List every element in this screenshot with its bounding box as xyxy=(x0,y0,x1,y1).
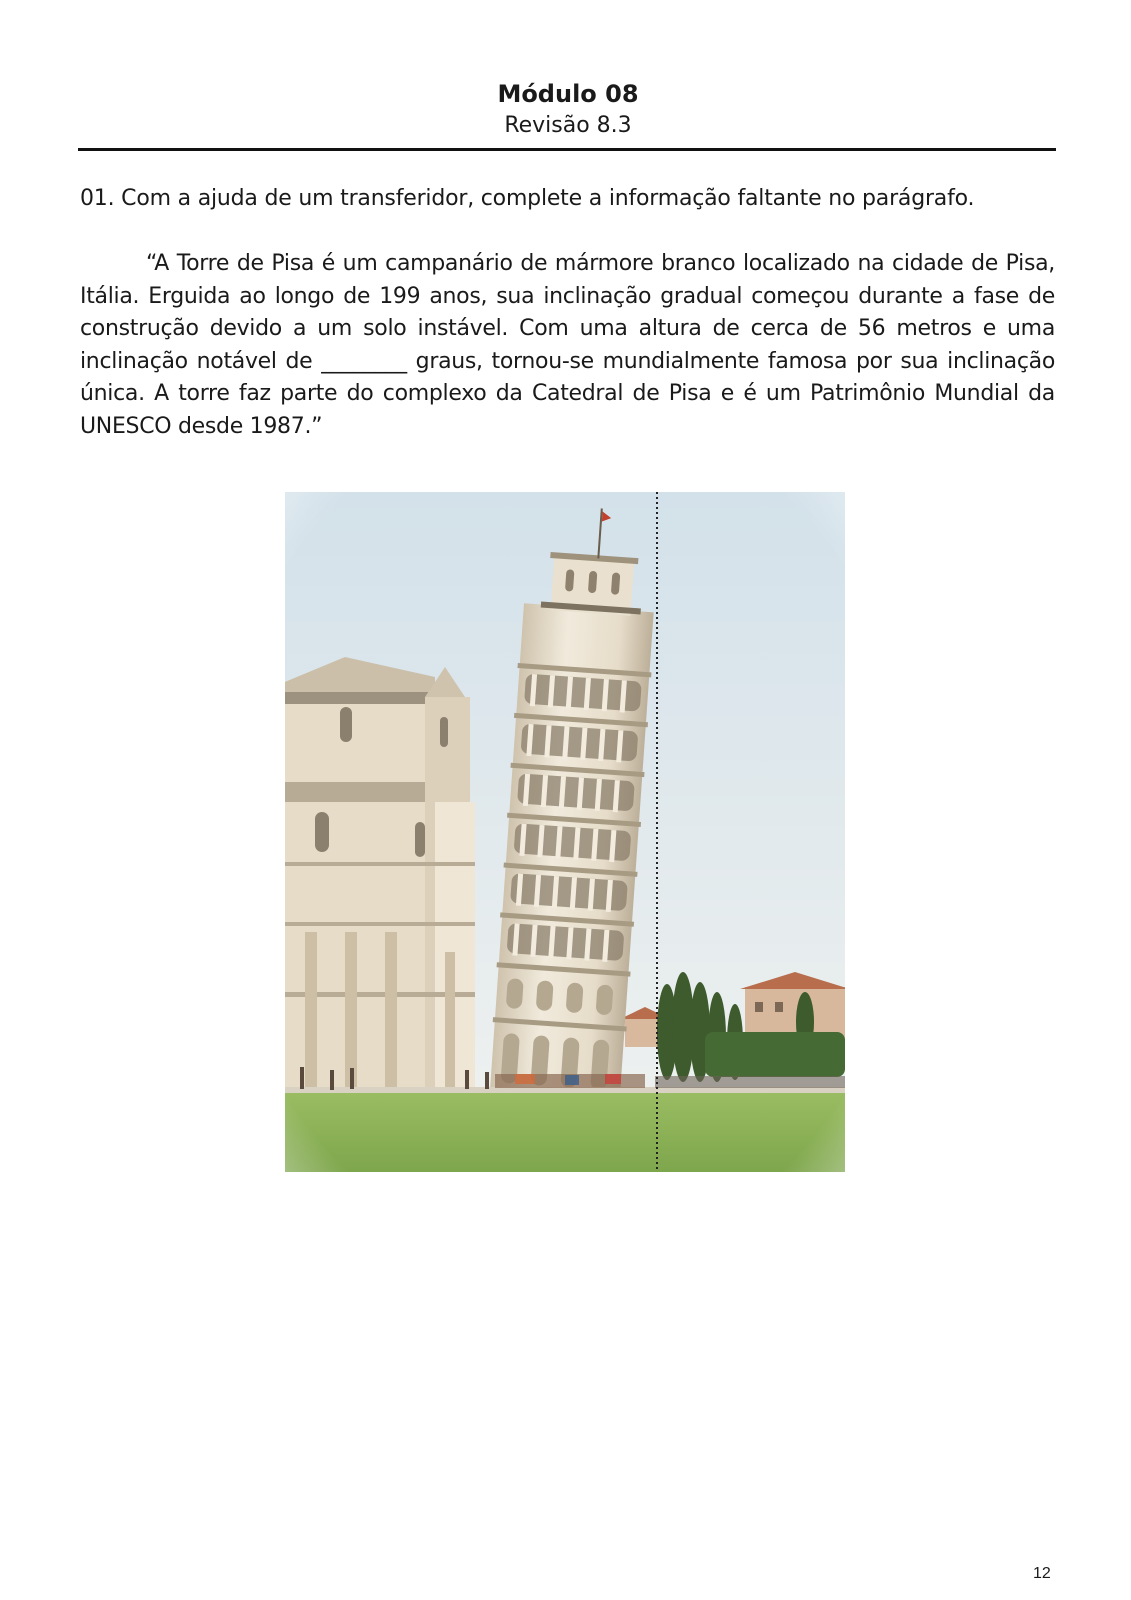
passage-text-before-blank: “A Torre de Pisa é um campanário de mármore branco localizado na cidade de Pisa, Itália. Erguida ao longo de 199 anos, sua inclinação gradual começou durante a fase de construção devido a um solo instável. Com uma altura de cerca de 56 metros e uma inclinação notável de xyxy=(80,251,1055,374)
page-header xyxy=(0,78,1131,142)
lawn xyxy=(285,1090,845,1172)
answer-blank[interactable]: ________ xyxy=(321,348,407,374)
leaning-tower-photo xyxy=(285,492,845,1172)
page-number: 12 xyxy=(1033,1565,1051,1582)
revision-subtitle: Revisão 8.3 xyxy=(504,113,632,138)
passage-text-after-blank: graus, tornou-se mundialmente famosa por sua inclinação única. A torre faz parte do complexo da Catedral de Pisa e é um Patrimônio Mundial da UNESCO desde 1987.” xyxy=(80,348,1055,439)
crowd-colors xyxy=(495,1074,845,1088)
cathedral xyxy=(285,657,475,1087)
module-title: Módulo 08 xyxy=(497,80,639,108)
question-prompt: 01. Com a ajuda de um transferidor, complete a informação faltante no parágrafo. xyxy=(80,186,975,211)
header-divider xyxy=(78,148,1056,151)
passage-paragraph xyxy=(80,248,1055,444)
